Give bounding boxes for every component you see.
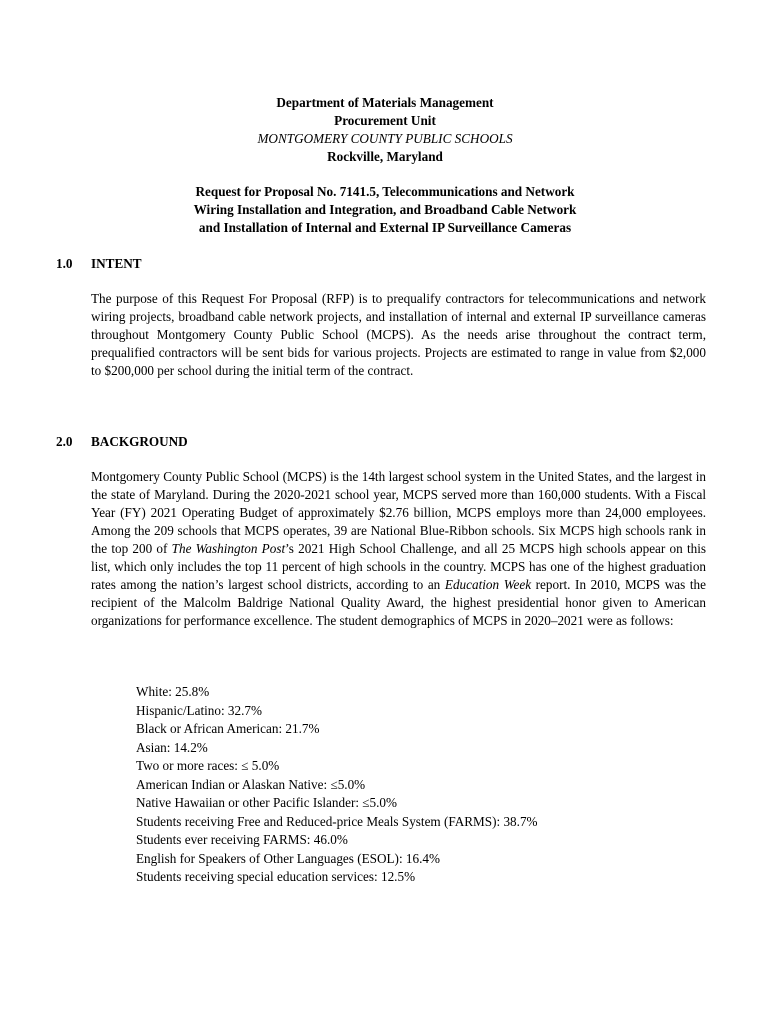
background-paragraph xyxy=(91,468,706,630)
rfp-title-line-1: Request for Proposal No. 7141.5, Telecommunications and Network xyxy=(195,184,575,199)
list-item: English for Speakers of Other Languages (ESOL): 16.4% xyxy=(136,850,440,866)
intent-paragraph: The purpose of this Request For Proposal (RFP) is to prequalify contractors for telecommunications and network wiring projects, broadband cable network projects, and installation of internal and external IP surveillance cameras throughout Montgomery County Public School (MCPS). As the needs arise throughout the contract term, prequalified contractors will be sent bids for various projects. Projects are estimated to range in value from $2,000 to $200,000 per school during the initial term of the contract. xyxy=(91,291,706,378)
department-name: Department of Materials Management xyxy=(276,95,494,110)
list-item: Asian: 14.2% xyxy=(136,739,208,755)
location: Rockville, Maryland xyxy=(327,149,443,164)
newspaper-title: The Washington Post xyxy=(171,541,286,556)
list-item: Native Hawaiian or other Pacific Islander: ≤5.0% xyxy=(136,795,398,810)
section-title: BACKGROUND xyxy=(91,434,188,449)
background-text-part-2: ’s 2021 High School Challenge, and all 25 MCPS high schools appear on this list, which only includes the top 11 percent of high schools in the country. MCPS has one of the highest graduation rates among the nation’s largest school districts, according to an xyxy=(91,541,706,592)
section-heading-background xyxy=(56,433,188,451)
section-heading-intent xyxy=(56,255,142,273)
list-item: Students ever receiving FARMS: 46.0% xyxy=(136,832,348,847)
list-item: White: 25.8% xyxy=(136,684,210,699)
list-item: Hispanic/Latino: 32.7% xyxy=(136,702,262,718)
background-text-part-1: Montgomery County Public School (MCPS) is the 14th largest school system in the United States, and the largest in the state of Maryland. During the 2020-2021 school year, MCPS served more than 160,000 students. With a Fiscal Year (FY) 2021 Operating Budget of approximately $2.76 billion, MCPS employs more than 24,000 employees. Among the 209 schools that MCPS operates, 39 are National Blue-Ribbon schools. Six MCPS high schools rank in the top 200 of xyxy=(91,469,706,556)
organization-name: MONTGOMERY COUNTY PUBLIC SCHOOLS xyxy=(257,131,513,146)
list-item: Students receiving special education services: 12.5% xyxy=(136,869,416,884)
rfp-title xyxy=(0,183,770,237)
list-item: Students receiving Free and Reduced-price Meals System (FARMS): 38.7% xyxy=(136,813,538,829)
list-item: American Indian or Alaskan Native: ≤5.0% xyxy=(136,776,366,792)
section-title: INTENT xyxy=(91,256,142,271)
document-header xyxy=(0,94,770,166)
rfp-title-line-3: and Installation of Internal and External IP Surveillance Cameras xyxy=(198,220,572,235)
demographics-list xyxy=(136,683,538,887)
background-text-part-3: report. In 2010, MCPS was the recipient of the Malcolm Baldrige National Quality Award, the highest presidential honor given to American organizations for performance excellence. The student demographics of MCPS in 2020–2021 were as follows: xyxy=(91,577,706,628)
rfp-title-line-2: Wiring Installation and Integration, and Broadband Cable Network xyxy=(193,202,577,217)
list-item: Two or more races: ≤ 5.0% xyxy=(136,758,280,773)
section-number: 1.0 xyxy=(56,256,73,271)
unit-name: Procurement Unit xyxy=(334,113,436,128)
section-number: 2.0 xyxy=(56,434,73,449)
publication-title: Education Week xyxy=(444,577,532,592)
list-item: Black or African American: 21.7% xyxy=(136,721,320,736)
